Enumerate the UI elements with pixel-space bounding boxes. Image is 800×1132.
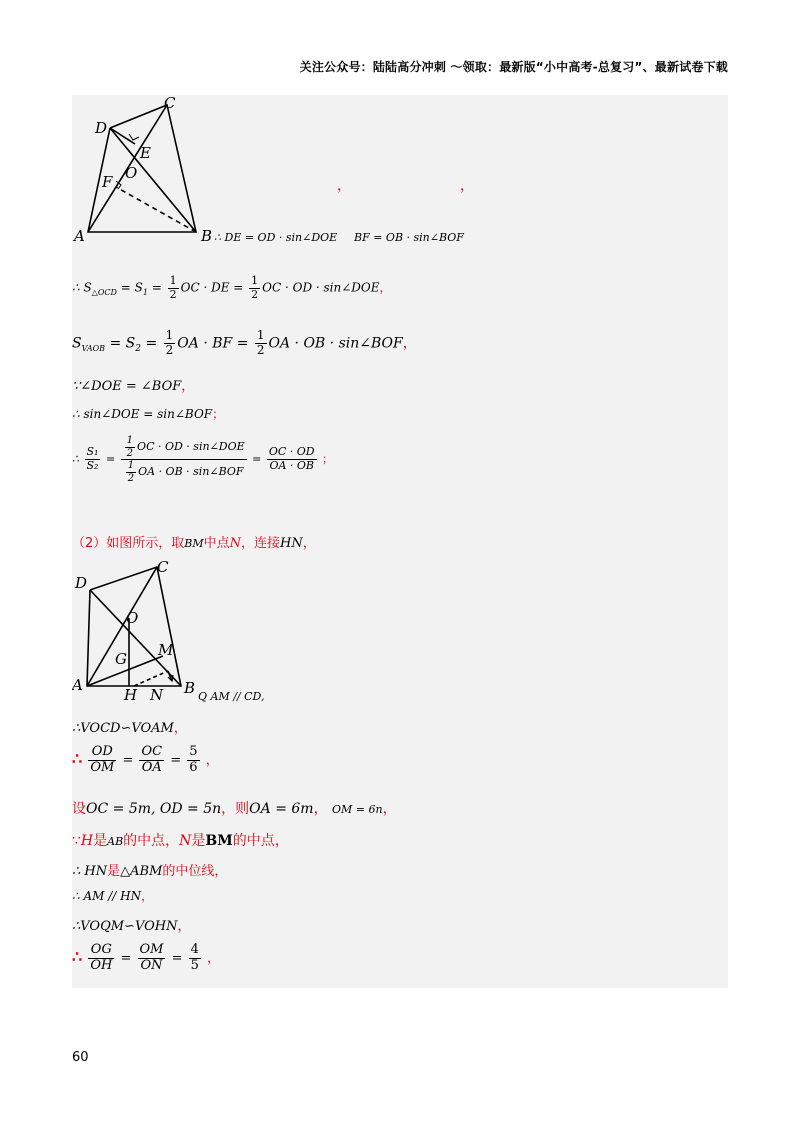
label-C: C bbox=[164, 95, 176, 112]
eq-sin: ∴ sin∠DOE = sin∠BOF； bbox=[72, 407, 225, 421]
eq-de-bf-2: BF = OB · sin∠BOF bbox=[354, 231, 464, 244]
label-E: E bbox=[140, 144, 151, 162]
eq-s1: ∴ $S_{\triangle OCD} = S_1$ = $\frac{1}{2}$ OC · DE = $\frac{1}{2}$ OC · OD · sin∠DOE， bbox=[72, 274, 392, 301]
eq-ratio-2: ∴ $\frac{OD}{OM}$ = $\frac{OC}{OA}$ = $\frac{5}{6}$ ， bbox=[72, 744, 219, 775]
eq-s2: $S_{VAOB} = S_2$ = $\frac{1}{2}$ OA · BF = $\frac{1}{2}$ OA · OB · sin∠BOF， bbox=[72, 328, 417, 357]
label-D2: D bbox=[75, 574, 88, 592]
label-F: F bbox=[102, 173, 113, 191]
eq-am-hn: ∴ AM // HN， bbox=[72, 889, 154, 903]
label-M2: M bbox=[158, 641, 174, 659]
label-A: A bbox=[74, 227, 85, 245]
eq-ratio: ∴ $\frac{\text{S₁}}{\text{S₂}}$ = $\frac{1}{2}$ OC · OD · sin∠DOE $\frac{1}{2}$ OA · OB · sin∠BOF = $\frac{OC \cdot OD}{OA \cdot OB}$ ； bbox=[72, 435, 334, 484]
eq-parallel: Q AM // CD, bbox=[198, 690, 265, 703]
label-B: B bbox=[201, 227, 213, 245]
eq-midpoints: ∵H是AB的中点，N是BM的中点， bbox=[72, 833, 289, 849]
label-A2: A bbox=[72, 676, 83, 694]
label-H2: H bbox=[124, 686, 138, 704]
part2-intro: （2）如图所示，取BM中点N，连接HN， bbox=[72, 536, 316, 551]
comma: ， bbox=[337, 178, 351, 194]
comma: ， bbox=[460, 178, 474, 194]
eq-similar-1: ∴VOCD∽VOAM， bbox=[72, 721, 187, 736]
label-D: D bbox=[95, 119, 108, 137]
label-N2: N bbox=[150, 686, 164, 704]
eq-ratio-3: ∴ $\frac{OG}{OH}$ = $\frac{OM}{ON}$ = $\frac{4}{5}$ ， bbox=[72, 942, 221, 973]
eq-similar-2: ∴VOQM∽VOHN， bbox=[72, 919, 191, 934]
label-O2: O bbox=[126, 609, 139, 627]
label-C2: C bbox=[157, 560, 169, 576]
solution-content bbox=[72, 95, 728, 988]
figure-quadrilateral-2 bbox=[72, 560, 272, 710]
eq-midline: ∴ HN是△ABM的中位线， bbox=[72, 864, 228, 879]
page-header: 关注公众号：陆陆高分冲刺 ～领取：最新版“小中高考-总复习”、最新试卷下载 bbox=[299, 60, 728, 74]
eq-let: 设OC = 5m, OD = 5n，则OA = 6m， OM = 6n， bbox=[72, 801, 397, 817]
figure-quadrilateral-1 bbox=[72, 95, 222, 245]
label-O: O bbox=[125, 164, 138, 182]
eq-de-bf-1: ∴ DE = OD · sin∠DOE bbox=[214, 231, 338, 244]
eq-angle: ∵∠DOE = ∠BOF， bbox=[72, 379, 195, 394]
label-G2: G bbox=[115, 650, 127, 668]
label-B2: B bbox=[184, 679, 196, 697]
page-number: 60 bbox=[72, 1050, 89, 1065]
